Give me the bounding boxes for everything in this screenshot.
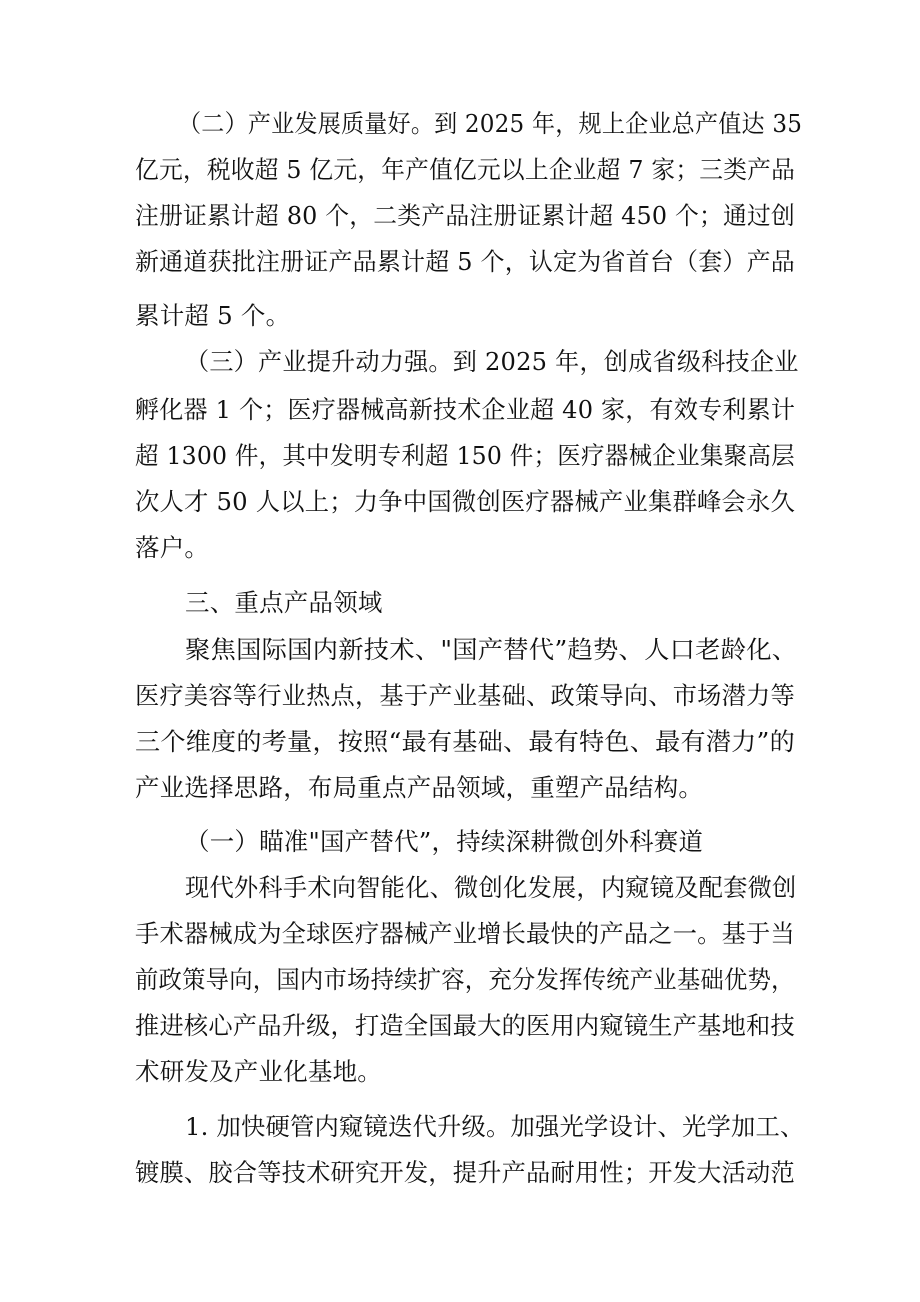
subsection-heading: （一）瞄准"国产替代”，持续深耕微创外科赛道 [185,827,704,856]
text-line: 落户。 [135,533,210,562]
text-line: 累计超 5 个。 [135,301,291,330]
text-line: 亿元，税收超 5 亿元，年产值亿元以上企业超 7 家；三类产品 [135,155,796,184]
text-line: 术研发及产业化基地。 [135,1057,382,1086]
text-line: 新通道获批注册证产品累计超 5 个，认定为省首台（套）产品 [135,247,795,276]
text-line: 聚焦国际国内新技术、"国产替代”趋势、人口老龄化、 [185,635,798,664]
text-line: （三）产业提升动力强。到 2025 年，创成省级科技企业 [185,347,799,376]
text-line: 现代外科手术向智能化、微创化发展，内窥镜及配套微创 [185,873,797,902]
text-line: 推进核心产品升级，打造全国最大的医用内窥镜生产基地和技 [135,1011,795,1040]
text-line: 1. 加快硬管内窥镜迭代升级。加强光学设计、光学加工、 [185,1112,805,1141]
text-line: 超 1300 件，其中发明专利超 150 件；医疗器械企业集聚高层 [135,441,795,470]
text-line: （二）产业发展质量好。到 2025 年，规上企业总产值达 35 [178,109,803,138]
text-line: 医疗美容等行业热点，基于产业基础、政策导向、市场潜力等 [135,681,795,710]
text-line: 次人才 50 人以上；力争中国微创医疗器械产业集群峰会永久 [135,487,796,516]
text-line: 前政策导向，国内市场持续扩容，充分发挥传统产业基础优势， [135,965,795,994]
text-line: 手术器械成为全球医疗器械产业增长最快的产品之一。基于当 [135,919,795,948]
section-heading: 三、重点产品领域 [185,588,383,617]
text-line: 镀膜、胶合等技术研究开发，提升产品耐用性；开发大活动范 [135,1158,795,1187]
text-line: 三个维度的考量，按照“最有基础、最有特色、最有潜力”的 [135,727,795,756]
text-line: 产业选择思路，布局重点产品领域，重塑产品结构。 [135,773,704,802]
text-line: 孵化器 1 个；医疗器械高新技术企业超 40 家，有效专利累计 [135,395,796,424]
text-line: 注册证累计超 80 个，二类产品注册证累计超 450 个；通过创 [135,201,795,230]
